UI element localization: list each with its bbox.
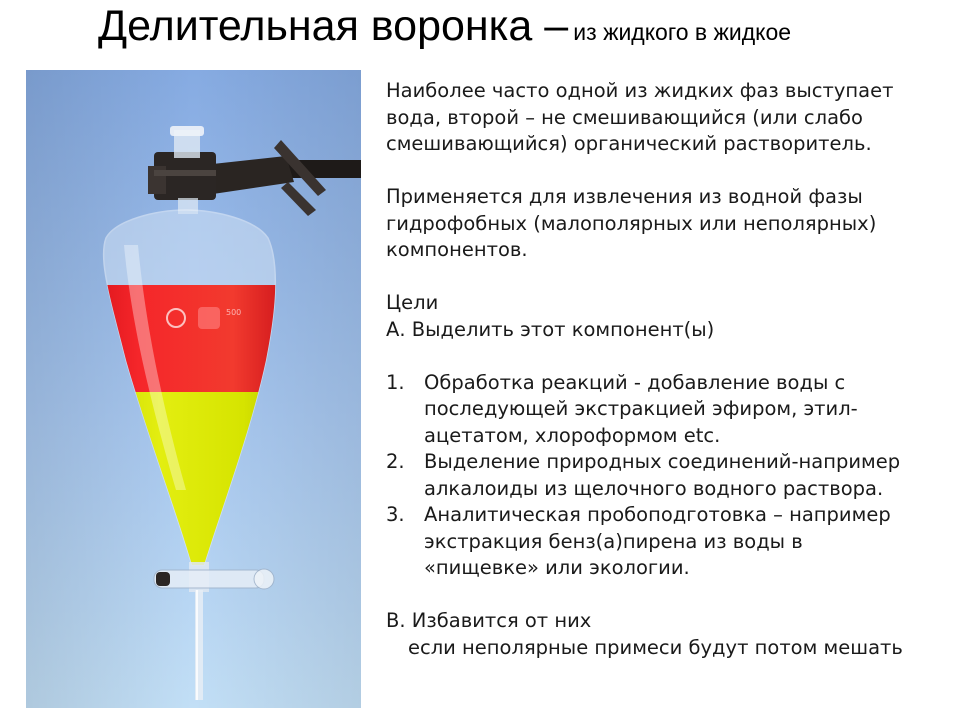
goals-heading: Цели [386,291,439,314]
title-main: Делительная воронка – [98,2,569,50]
list-item-line: последующей экстракцией эфиром, этил- [424,397,858,420]
list-item-line: Аналитическая пробоподготовка – например [424,503,891,526]
list-item-number: 1. [386,370,405,394]
paragraph-1-line-1: Наиболее часто одной из жидких фаз выступает [386,79,894,102]
list-item-line: Обработка реакций - добавление воды с [424,370,846,394]
goal-a: А. Выделить этот компонент(ы) [386,317,715,341]
list-item [386,449,971,502]
list-item-line: экстракция бенз(а)пирена из воды в [424,529,803,553]
paragraph-1-line-2: вода, второй – не смешивающийся (или слабо [386,105,863,129]
text-column [386,78,971,661]
list-item-line: «пищевке» или экологии. [424,556,690,579]
list-item [386,502,971,582]
slide-title [98,2,791,51]
list-item-line: ацетатом, хлороформом etc. [424,423,721,447]
list-item-line: Выделение природных соединений-например [424,450,901,473]
title-subtitle: из жидкого в жидкое [573,19,792,45]
paragraph-1-line-3: смешивающийся) органический растворитель. [386,132,872,155]
list-item-line: алкалоиды из щелочного водного раствора. [424,476,884,500]
glass-mark: 500 [226,308,242,317]
goal-b-detail: если неполярные примеси будут потом мешать [408,635,903,659]
paragraph-2-line-2: гидрофобных (малополярных или неполярных) [386,211,877,235]
list-item-number: 2. [386,450,405,473]
goal-a-list [386,370,971,582]
goal-b: В. Избавится от них [386,609,592,632]
list-item-number: 3. [386,503,405,526]
list-item [386,370,971,450]
paragraph-2-line-3: компонентов. [386,238,528,261]
paragraph-2-line-1: Применяется для извлечения из водной фазы [386,185,863,208]
separatory-funnel-photo [26,70,361,708]
